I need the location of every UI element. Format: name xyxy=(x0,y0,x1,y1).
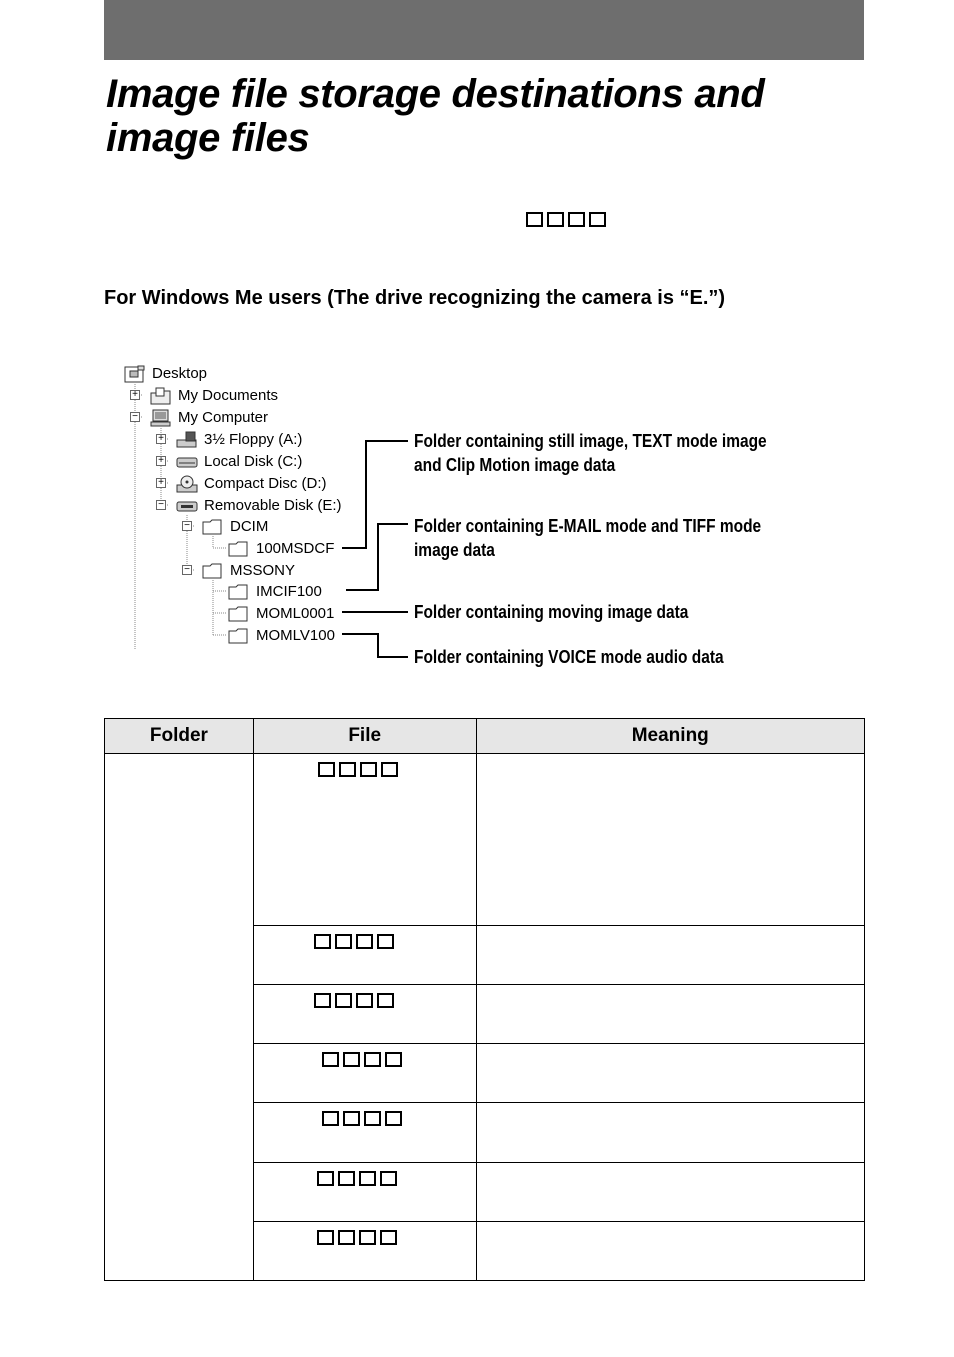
meaning-cell xyxy=(476,926,864,985)
meaning-cell xyxy=(476,1222,864,1281)
collapse-icon[interactable]: − xyxy=(182,521,192,531)
missing-glyph-boxes xyxy=(314,934,394,949)
folder-cell xyxy=(105,754,254,1281)
missing-glyph-boxes xyxy=(318,762,398,777)
file-cell xyxy=(253,1044,476,1103)
missing-glyph-boxes xyxy=(322,1052,402,1067)
file-cell xyxy=(253,1222,476,1281)
table-header-row xyxy=(105,719,865,754)
collapse-icon[interactable]: − xyxy=(156,500,166,510)
tree-item-label: Desktop xyxy=(152,365,208,382)
annotation-still-image: Folder containing still image, TEXT mode image and Clip Motion image data xyxy=(414,431,767,475)
tree-item-label: MOML0001 xyxy=(256,605,335,622)
tree-item-label: 100MSDCF xyxy=(256,540,335,557)
tree-item-label: My Computer xyxy=(178,409,269,426)
page-title: Image file storage destinations and image files xyxy=(106,72,765,160)
missing-glyph-boxes xyxy=(322,1111,402,1126)
file-cell xyxy=(253,754,476,926)
meaning-cell xyxy=(476,1103,864,1163)
meaning-cell xyxy=(476,754,864,926)
collapse-icon[interactable]: − xyxy=(182,565,192,575)
expand-icon[interactable]: + xyxy=(156,478,166,488)
tree-item-label: DCIM xyxy=(230,518,269,535)
missing-glyph-boxes xyxy=(314,993,394,1008)
missing-glyph-boxes xyxy=(317,1171,397,1186)
column-header: File xyxy=(253,719,476,754)
tree-item-label: MSSONY xyxy=(230,562,296,579)
meaning-cell xyxy=(476,1044,864,1103)
file-cell xyxy=(253,926,476,985)
tree-item-label: MOMLV100 xyxy=(256,627,335,644)
tree-item-label: IMCIF100 xyxy=(256,583,322,600)
file-cell xyxy=(253,1163,476,1222)
file-cell xyxy=(253,985,476,1044)
tree-item-label: Compact Disc (D:) xyxy=(204,475,327,492)
tree-item-label: Removable Disk (E:) xyxy=(204,497,342,514)
collapse-icon[interactable]: − xyxy=(130,412,140,422)
annotation-email-tiff: Folder containing E-MAIL mode and TIFF mode image data xyxy=(414,516,762,560)
table-row xyxy=(105,754,865,926)
annotation-moving-image: Folder containing moving image data xyxy=(414,602,689,622)
column-header: Folder xyxy=(105,719,254,754)
section-subheading: For Windows Me users (The drive recognizing the camera is “E.”) xyxy=(104,287,726,309)
expand-icon[interactable]: + xyxy=(156,434,166,444)
meaning-cell xyxy=(476,985,864,1044)
file-table xyxy=(104,718,865,1281)
file-cell xyxy=(253,1103,476,1163)
tree-item-label: My Documents xyxy=(178,387,279,404)
tree-item-label: Local Disk (C:) xyxy=(204,453,303,470)
column-header: Meaning xyxy=(476,719,864,754)
expand-icon[interactable]: + xyxy=(130,390,140,400)
expand-icon[interactable]: + xyxy=(156,456,166,466)
annotation-voice-audio: Folder containing VOICE mode audio data xyxy=(414,647,724,667)
missing-glyph-boxes xyxy=(317,1230,397,1245)
tree-item-label: 3½ Floppy (A:) xyxy=(204,431,303,448)
meaning-cell xyxy=(476,1163,864,1222)
